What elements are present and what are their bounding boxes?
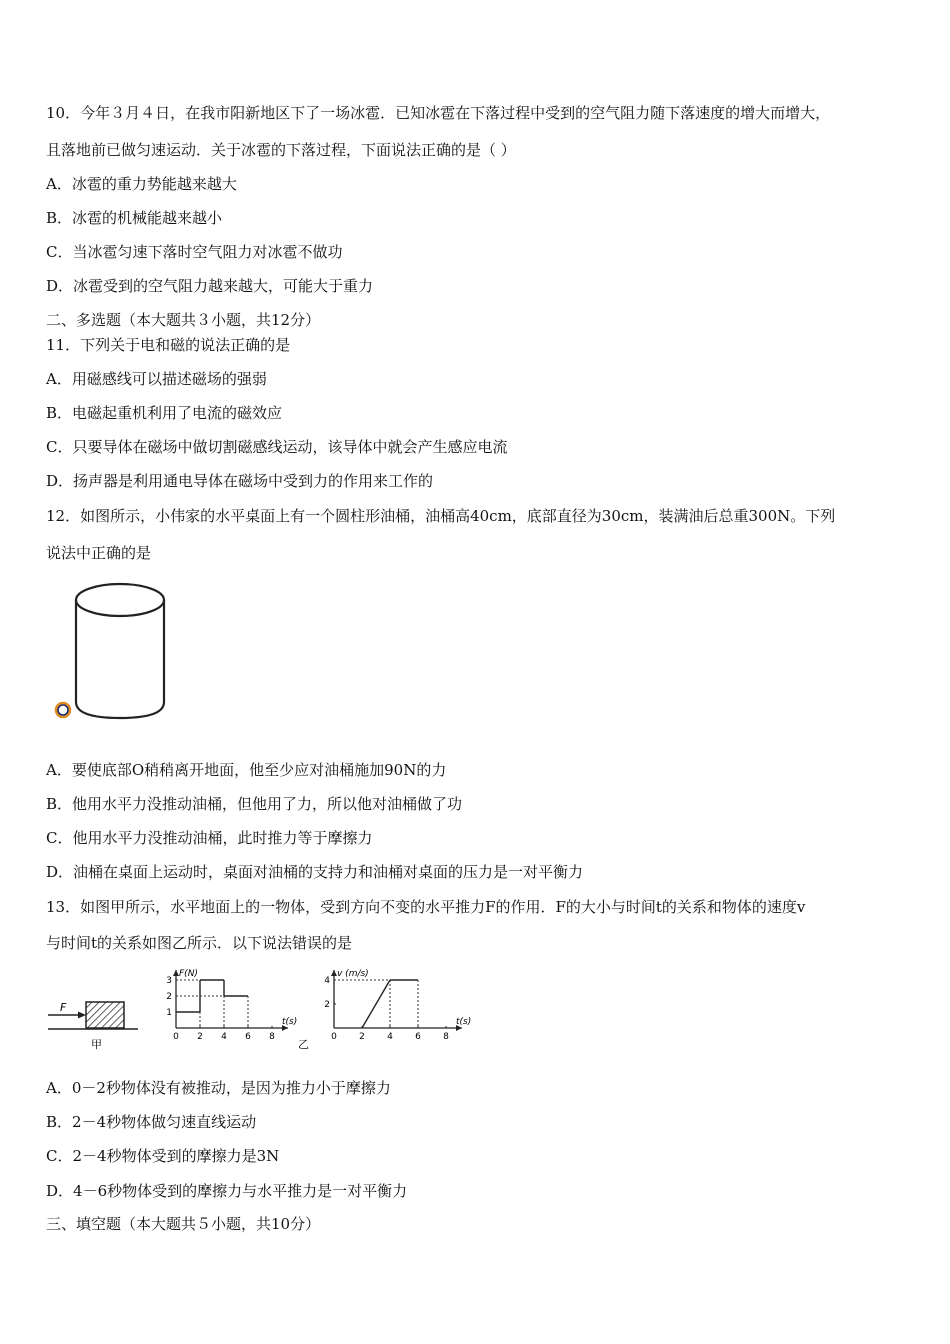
figure-jia-caption: 甲 — [91, 1038, 102, 1051]
q12-option-d: D．油桶在桌面上运动时，桌面对油桶的支持力和油桶对桌面的压力是一对平衡力 — [46, 863, 584, 881]
q11-option-a: A．用磁感线可以描述磁场的强弱 — [46, 370, 267, 388]
section-3-heading: 三、填空题（本大题共５小题，共10分） — [46, 1215, 321, 1233]
x-tick-label: 0 — [331, 1032, 337, 1042]
q12-option-b: B．他用水平力没推动油桶，但他用了力，所以他对油桶做了功 — [46, 795, 463, 813]
q13-option-a: A．0－2秒物体没有被推动，是因为推力小于摩擦力 — [46, 1079, 391, 1097]
q12-stem-line2: 说法中正确的是 — [46, 544, 152, 562]
q13-stem-line1: 13．如图甲所示，水平地面上的一物体，受到方向不变的水平推力F的作用．F的大小与时间t的关系和物体的速度v — [46, 898, 806, 916]
figure-jia — [46, 998, 146, 1054]
x-axis-label: t(s) — [456, 1017, 472, 1027]
barrel-bottom — [76, 702, 164, 718]
x-tick-label: 2 — [197, 1032, 203, 1042]
section-2-heading: 二、多选题（本大题共３小题，共12分） — [46, 311, 321, 329]
y-tick-label: 3 — [166, 976, 172, 986]
pivot-point-o-inner — [58, 705, 68, 715]
q10-stem-line2: 且落地前已做匀速运动．关于冰雹的下落过程，下面说法正确的是（ ） — [46, 141, 516, 159]
q10-stem-line1: 10．今年３月４日，在我市阳新地区下了一场冰雹．已知冰雹在下落过程中受到的空气阻力随下落速度的增大而增大， — [46, 104, 831, 122]
q13-stem-line2: 与时间t的关系如图乙所示．以下说法错误的是 — [46, 934, 353, 952]
q12-option-a: A．要使底部O稍稍离开地面，他至少应对油桶施加90N的力 — [46, 761, 447, 779]
y-tick-label: 2 — [166, 992, 172, 1002]
force-arrowhead — [78, 1012, 86, 1019]
q12-option-c: C．他用水平力没推动油桶，此时推力等于摩擦力 — [46, 829, 373, 847]
y-tick-label: 4 — [324, 976, 330, 986]
q13-option-b: B．2－4秒物体做匀速直线运动 — [46, 1113, 257, 1131]
x-tick-label: 0 — [173, 1032, 179, 1042]
q10-option-c: C．当冰雹匀速下落时空气阻力对冰雹不做功 — [46, 243, 343, 261]
q13-option-d: D．4－6秒物体受到的摩擦力与水平推力是一对平衡力 — [46, 1182, 408, 1200]
x-tick-label: 4 — [387, 1032, 393, 1042]
pushed-block — [86, 1002, 124, 1028]
oil-barrel-figure — [48, 578, 178, 724]
data-segment — [362, 980, 390, 1028]
x-tick-label: 6 — [245, 1032, 251, 1042]
barrel-top — [76, 584, 164, 616]
q11-option-d: D．扬声器是利用通电导体在磁场中受到力的作用来工作的 — [46, 472, 434, 490]
x-tick-label: 8 — [443, 1032, 449, 1042]
force-label: F — [60, 1001, 67, 1014]
x-axis-label: t(s) — [282, 1017, 298, 1027]
q11-option-b: B．电磁起重机利用了电流的磁效应 — [46, 404, 283, 422]
x-tick-label: 2 — [359, 1032, 365, 1042]
x-tick-label: 4 — [221, 1032, 227, 1042]
y-axis-label: F(N) — [179, 969, 198, 979]
y-tick-label: 2 — [324, 1000, 330, 1010]
q13-option-c: C．2－4秒物体受到的摩擦力是3N — [46, 1147, 280, 1165]
x-tick-label: 8 — [269, 1032, 275, 1042]
q11-stem: 11．下列关于电和磁的说法正确的是 — [46, 336, 291, 354]
y-tick-label: 1 — [166, 1008, 172, 1018]
figure-yi-caption: 乙 — [298, 1038, 309, 1051]
q10-option-b: B．冰雹的机械能越来越小 — [46, 209, 223, 227]
q10-option-d: D．冰雹受到的空气阻力越来越大，可能大于重力 — [46, 277, 374, 295]
q11-option-c: C．只要导体在磁场中做切割磁感线运动，该导体中就会产生感应电流 — [46, 438, 508, 456]
y-axis-label: v (m/s) — [337, 969, 369, 979]
velocity-time-chart — [312, 966, 472, 1046]
q10-option-a: A．冰雹的重力势能越来越大 — [46, 175, 237, 193]
force-time-chart — [158, 966, 298, 1046]
x-tick-label: 6 — [415, 1032, 421, 1042]
q12-stem-line1: 12．如图所示，小伟家的水平桌面上有一个圆柱形油桶，油桶高40cm，底部直径为30cm，装满油后总重300N。下列 — [46, 507, 836, 525]
